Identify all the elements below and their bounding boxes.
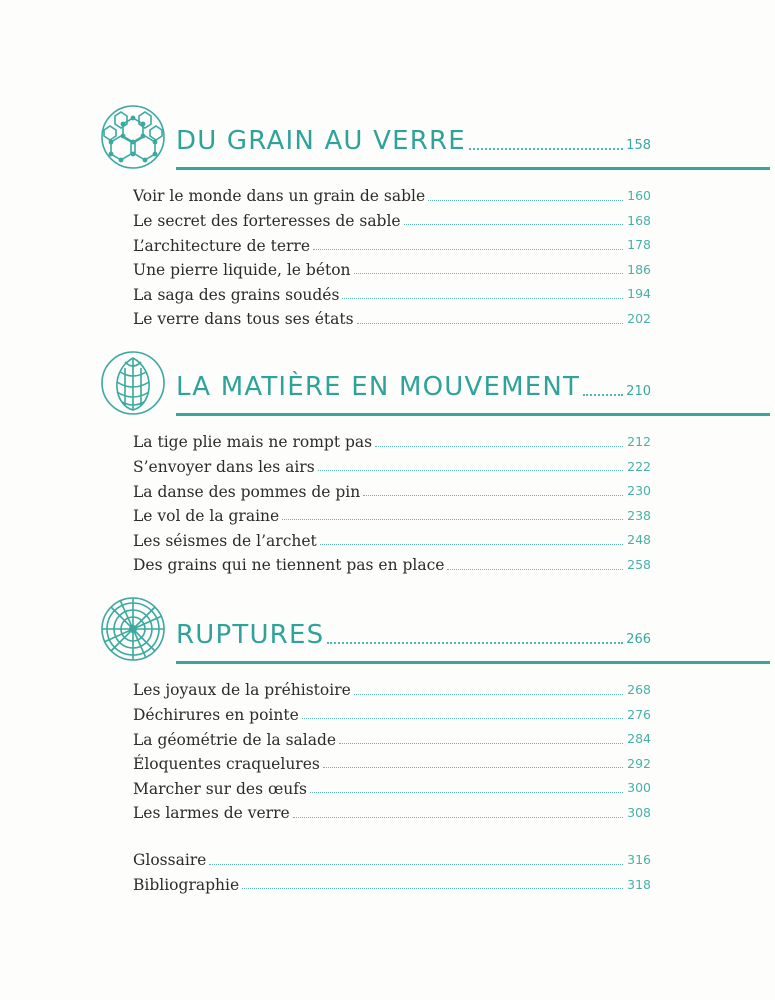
leader-dots (354, 273, 623, 274)
entry-page: 238 (627, 507, 651, 523)
toc-entry[interactable] (133, 180, 651, 205)
entry-page: 222 (627, 458, 651, 474)
entry-title: Une pierre liquide, le béton (133, 261, 351, 280)
entry-page: 316 (627, 852, 651, 868)
entry-page: 186 (627, 261, 651, 277)
leader-dots (282, 519, 623, 520)
toc-entry[interactable] (133, 278, 651, 303)
toc-entry[interactable] (133, 772, 651, 797)
entry-page: 212 (627, 434, 651, 450)
toc-entry[interactable] (133, 748, 651, 773)
toc-entry[interactable] (133, 524, 651, 549)
section-title: RUPTURES (176, 620, 325, 650)
leader-dots (302, 718, 623, 719)
entry-title: Des grains qui ne tiennent pas en place (133, 556, 445, 575)
leader-dots (320, 544, 623, 545)
leader-dots (339, 743, 623, 744)
entry-title: Glossaire (133, 851, 207, 870)
section-page-number: 266 (626, 632, 651, 647)
toc-entry[interactable] (133, 254, 651, 279)
toc-entry-bibliography[interactable] (133, 869, 651, 894)
entry-title: Marcher sur des œufs (133, 779, 307, 798)
entry-title: La saga des grains soudés (133, 285, 340, 304)
entry-page: 248 (627, 532, 651, 548)
pine-cone-icon (100, 350, 166, 416)
entry-page: 230 (627, 483, 651, 499)
leader-dots (342, 298, 623, 299)
entry-page: 160 (627, 188, 651, 204)
entry-title: La tige plie mais ne rompt pas (133, 433, 373, 452)
section-title: LA MATIÈRE EN MOUVEMENT (176, 372, 581, 402)
entry-list (133, 180, 651, 328)
entry-title: Les séismes de l’archet (133, 531, 317, 550)
leader-dots (428, 200, 623, 201)
toc-entry[interactable] (133, 475, 651, 500)
entry-list (133, 426, 651, 574)
entry-page: 168 (627, 212, 651, 228)
toc-entry[interactable] (133, 797, 651, 822)
entry-page: 258 (627, 557, 651, 573)
entry-page: 268 (627, 682, 651, 698)
leader-dots (447, 569, 623, 570)
cracked-glass-icon (100, 596, 166, 662)
entry-page: 202 (627, 311, 651, 327)
leader-dots (354, 694, 623, 695)
section-heading[interactable] (176, 366, 651, 400)
toc-entry[interactable] (133, 451, 651, 476)
entry-page: 308 (627, 805, 651, 821)
section-divider (176, 413, 770, 416)
toc-entry[interactable] (133, 723, 651, 748)
entry-list (133, 674, 651, 822)
entry-title: Éloquentes craquelures (133, 755, 320, 774)
leader-dots (242, 888, 623, 889)
leader-dots (357, 323, 623, 324)
leader-dots (363, 495, 623, 496)
section-heading[interactable] (176, 120, 651, 154)
entry-title: La géométrie de la salade (133, 730, 337, 749)
entry-page: 276 (627, 706, 651, 722)
leader-dots (310, 792, 623, 793)
entry-page: 300 (627, 780, 651, 796)
entry-title: L’architecture de terre (133, 236, 310, 255)
leader-dots (209, 864, 623, 865)
leader-dots (327, 641, 623, 644)
entry-title: Voir le monde dans un grain de sable (133, 187, 426, 206)
toc-entry-glossary[interactable] (133, 844, 651, 869)
entry-page: 284 (627, 731, 651, 747)
entry-title: Les joyaux de la préhistoire (133, 681, 351, 700)
section-divider (176, 167, 770, 170)
leader-dots (323, 767, 623, 768)
molecular-lattice-icon (100, 104, 166, 170)
section-page-number: 210 (626, 384, 651, 399)
toc-entry[interactable] (133, 500, 651, 525)
entry-title: Le vol de la graine (133, 507, 280, 526)
section-title: DU GRAIN AU VERRE (176, 126, 466, 156)
leader-dots (318, 470, 623, 471)
section-divider (176, 661, 770, 664)
section-heading[interactable] (176, 614, 651, 648)
entry-title: Les larmes de verre (133, 804, 290, 823)
entry-title: S’envoyer dans les airs (133, 457, 315, 476)
leader-dots (404, 224, 623, 225)
toc-entry[interactable] (133, 205, 651, 230)
entry-page: 318 (627, 876, 651, 892)
section-page-number: 158 (626, 138, 651, 153)
toc-entry[interactable] (133, 426, 651, 451)
toc-entry[interactable] (133, 229, 651, 254)
toc-entry[interactable] (133, 674, 651, 699)
entry-title: Le verre dans tous ses états (133, 310, 354, 329)
toc-entry[interactable] (133, 303, 651, 328)
leader-dots (293, 817, 623, 818)
entry-title: Bibliographie (133, 875, 240, 894)
toc-entry[interactable] (133, 549, 651, 574)
entry-title: Le secret des forteresses de sable (133, 211, 401, 230)
entry-title: Déchirures en pointe (133, 705, 299, 724)
leader-dots (375, 446, 623, 447)
leader-dots (583, 393, 623, 396)
entry-title: La danse des pommes de pin (133, 482, 361, 501)
toc-entry[interactable] (133, 699, 651, 724)
entry-page: 178 (627, 237, 651, 253)
entry-page: 292 (627, 755, 651, 771)
leader-dots (469, 147, 623, 150)
appendix-list (133, 844, 651, 893)
leader-dots (313, 249, 623, 250)
entry-page: 194 (627, 286, 651, 302)
